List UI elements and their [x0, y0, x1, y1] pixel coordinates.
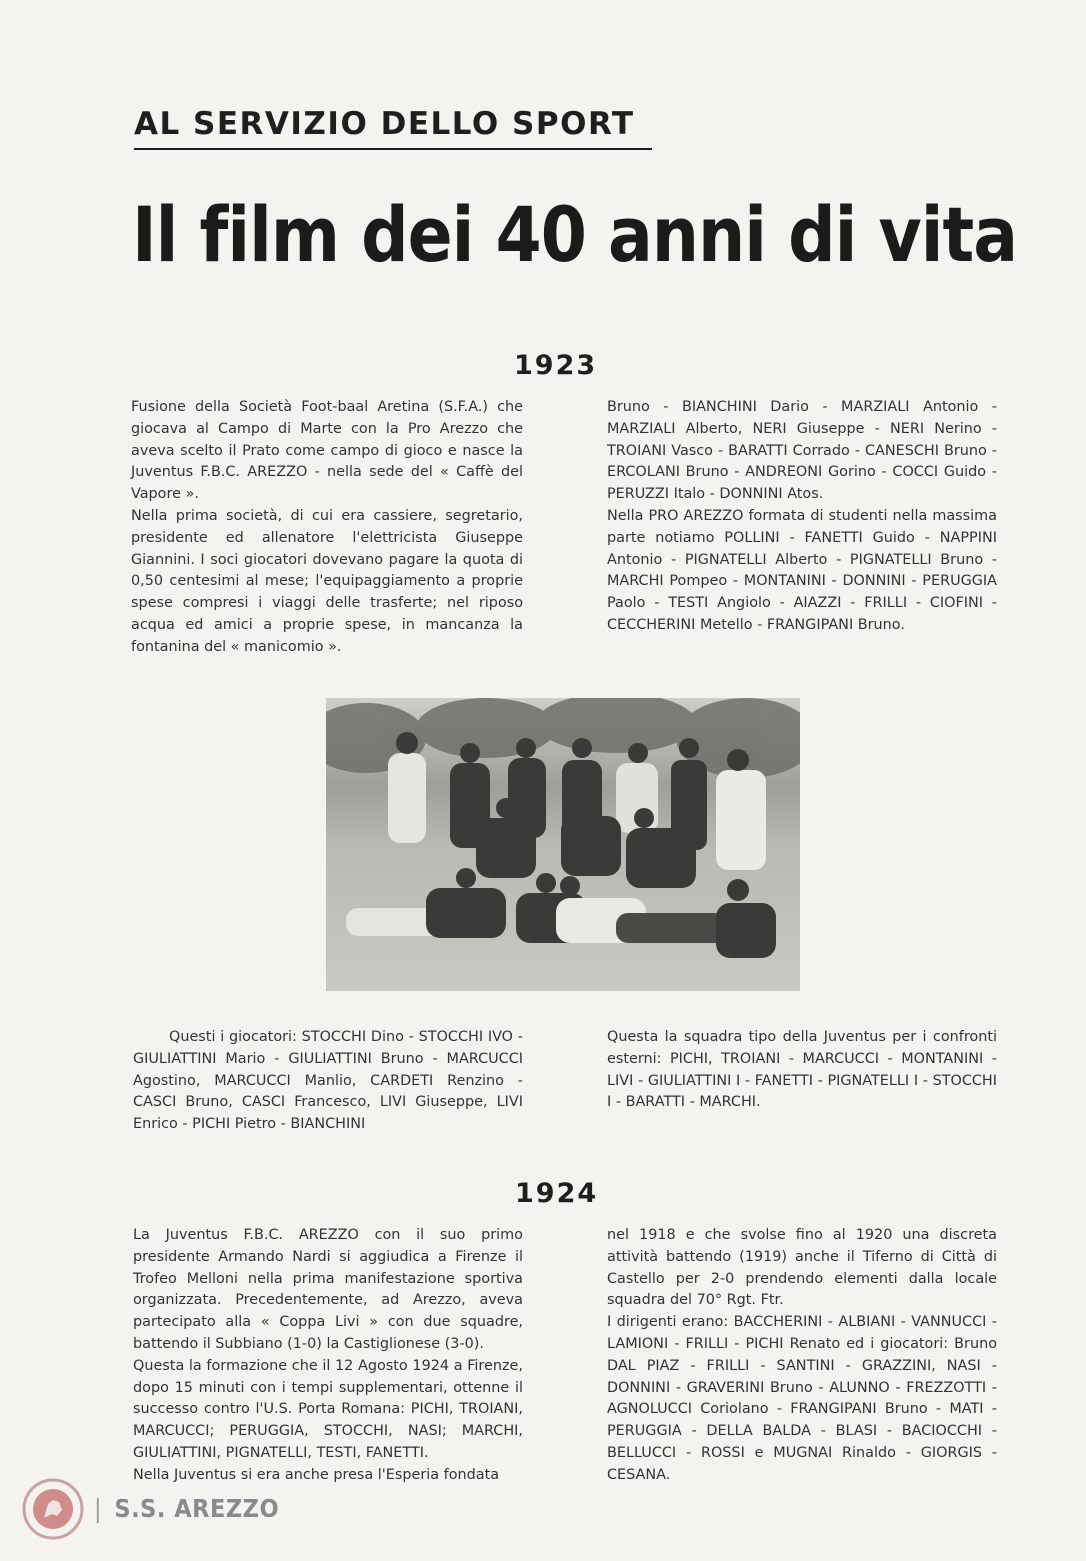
year-heading-1924: 1924: [515, 1178, 599, 1209]
photo-caption-left: [133, 1027, 523, 1136]
team-photo-1923: [326, 698, 800, 991]
paragraph: La Juventus F.B.C. AREZZO con il suo primo presidente Armando Nardi si aggiudica a Firenze il Trofeo Melloni nella prima manifestazione sportiva organizzata. Precedentemente, ad Arezzo, aveva partecipato alla « Coppa Livi » con due squadre, battendo il Subbiano (1-0) la Castiglionese (3-0).: [133, 1227, 523, 1352]
photo-caption-right: [607, 1027, 997, 1114]
page-headline: Il film dei 40 anni di vita: [132, 190, 1017, 279]
article-1923-left-column: [131, 397, 523, 659]
brand-separator: |: [94, 1494, 103, 1523]
year-heading-1923: 1923: [514, 350, 598, 381]
paragraph: Nella Juventus si era anche presa l'Esperia fondata: [133, 1466, 500, 1483]
team-photo-illustration: [326, 698, 800, 991]
brand-watermark: [94, 1494, 279, 1523]
club-crest-logo: [22, 1478, 84, 1540]
paragraph: Nella PRO AREZZO formata di studenti nella massima parte notiamo POLLINI - FANETTI Guido - NAPPINI Antonio - PIGNATELLI Alberto - PIGNATELLI Bruno - MARCHI Pompeo - MONTANINI - DONNINI - PERUGGIA Paolo - TESTI Angiolo - AIAZZI - FRILLI - CIOFINI - CECCHERINI Metello - FRANGIPANI Bruno.: [607, 507, 997, 633]
caption-text: Questi i giocatori: STOCCHI Dino - STOCCHI IVO - GIULIATTINI Mario - GIULIATTINI Bruno - MARCUCCI Agostino, MARCUCCI Manlio, CARDETI Renzino - CASCI Bruno, CASCI Francesco, LIVI Giuseppe, LIVI Enrico - PICHI Pietro - BIANCHINI: [133, 1029, 523, 1133]
section-kicker: AL SERVIZIO DELLO SPORT: [134, 106, 652, 150]
article-1924-right-column: [607, 1225, 997, 1487]
article-1924-left-column: [133, 1225, 523, 1487]
paragraph: Questa la formazione che il 12 Agosto 1924 a Firenze, dopo 15 minuti con i tempi supplementari, ottenne il successo contro l'U.S. Porta Romana: PICHI, TROIANI, MARCUCCI; PERUGGIA, STOCCHI, NASI; MARCHI, GIULIATTINI, PIGNATELLI, TESTI, FANETTI.: [133, 1357, 523, 1461]
article-1923-right-column: [607, 397, 997, 637]
caption-text: Questa la squadra tipo della Juventus per i confronti esterni: PICHI, TROIANI - MARCUCCI - MONTANINI - LIVI - GIULIATTINI I - FANETTI - PIGNATELLI I - STOCCHI I - BARATTI - MARCHI.: [607, 1029, 997, 1111]
paragraph: Nella prima società, di cui era cassiere, segretario, presidente ed allenatore l'elettricista Giuseppe Giannini. I soci giocatori dovevano pagare la quota di 0,50 centesimi al mese; l'equipaggiamento a proprie spese compresi i viaggi delle trasferte; nel riposo acqua ed amici a proprie spese, in mancanza la fontanina del « manicomio ».: [131, 507, 523, 655]
paragraph: Fusione della Società Foot-baal Aretina (S.F.A.) che giocava al Campo di Marte con la Pro Arezzo che aveva scelto il Prato come campo di gioco e nasce la Juventus F.B.C. AREZZO - nella sede del « Caffè del Vapore ».: [131, 399, 523, 503]
brand-name: S.S. AREZZO: [114, 1494, 280, 1523]
paragraph: I dirigenti erano: BACCHERINI - ALBIANI - VANNUCCI - LAMIONI - FRILLI - PICHI Renato ed i giocatori: Bruno DAL PIAZ - FRILLI - SANTINI - GRAZZINI, NASI - DONNINI - GRAVERINI Bruno - ALUNNO - FREZZOTTI - AGNOLUCCI Coriolano - FRANGIPANI Bruno - MATI - PERUGGIA - DELLA BALDA - BLASI - BACIOCCHI - BELLUCCI - ROSSI e MUGNAI Rinaldo - GIORGIS - CESANA.: [607, 1314, 997, 1483]
paragraph: Bruno - BIANCHINI Dario - MARZIALI Antonio - MARZIALI Alberto, NERI Giuseppe - NERI Nerino - TROIANI Vasco - BARATTI Corrado - CANESCHI Bruno - ERCOLANI Bruno - ANDREONI Gorino - COCCI Guido - PERUZZI Italo - DONNINI Atos.: [607, 399, 997, 503]
paragraph: nel 1918 e che svolse fino al 1920 una discreta attività battendo (1919) anche il Tiferno di Città di Castello per 2-0 prendendo elementi dalla locale squadra del 70° Rgt. Ftr.: [607, 1227, 997, 1309]
crest-icon: [22, 1478, 84, 1540]
